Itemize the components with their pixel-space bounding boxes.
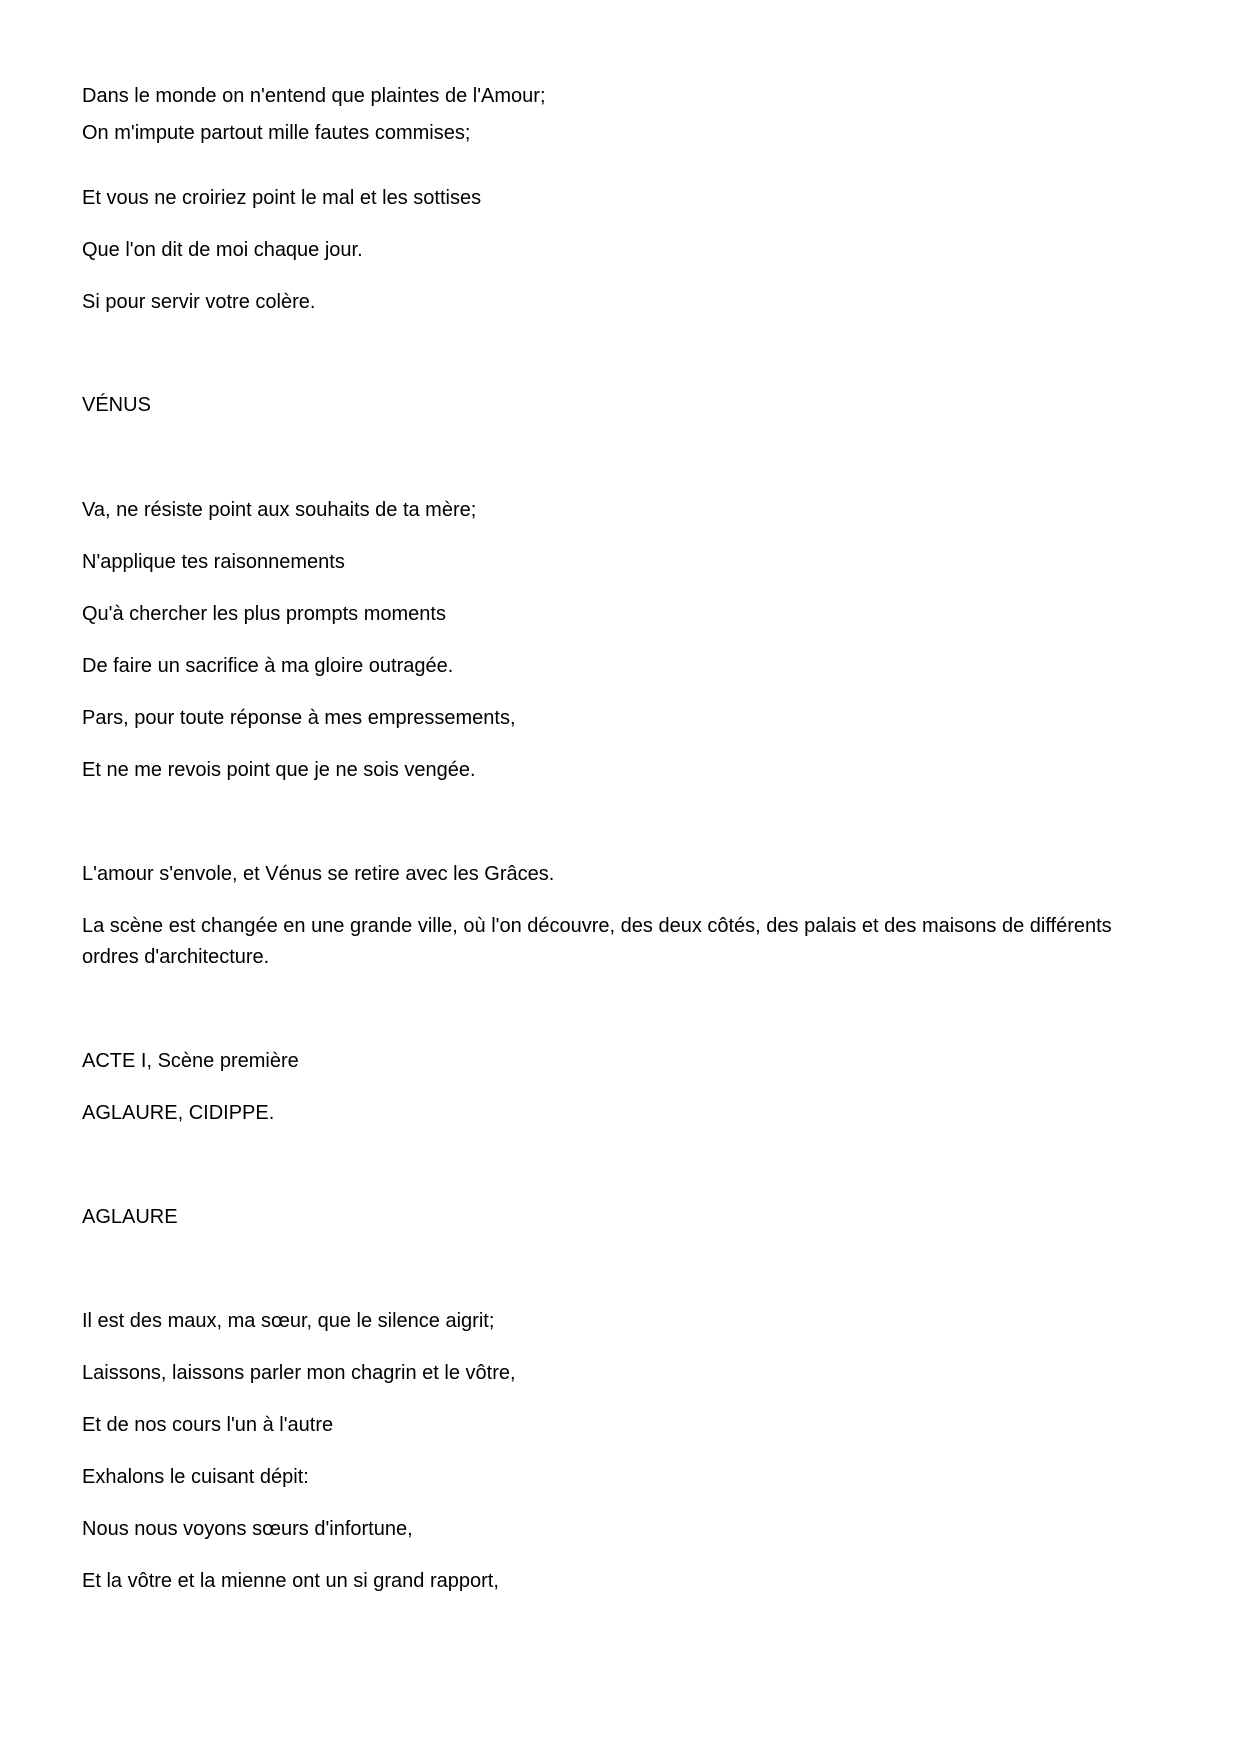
verse-line: Et la vôtre et la mienne ont un si grand rapport, <box>82 1570 499 1592</box>
verse-line: Va, ne résiste point aux souhaits de ta mère; <box>82 499 477 521</box>
verse-line: Qu'à chercher les plus prompts moments <box>82 603 446 625</box>
verse-line: Et vous ne croiriez point le mal et les sottises <box>82 187 482 209</box>
stage-direction: L'amour s'envole, et Vénus se retire avec les Grâces. <box>82 863 555 885</box>
speaker-name: VÉNUS <box>82 394 151 416</box>
verse-line: Et de nos cours l'un à l'autre <box>82 1414 334 1436</box>
verse-line: Si pour servir votre colère. <box>82 291 316 313</box>
verse-line: Et ne me revois point que je ne sois vengée. <box>82 759 476 781</box>
verse-line: Nous nous voyons sœurs d'infortune, <box>82 1518 413 1540</box>
verse-line: Laissons, laissons parler mon chagrin et le vôtre, <box>82 1362 516 1384</box>
character-list: AGLAURE, CIDIPPE. <box>82 1102 275 1124</box>
verse-line: Que l'on dit de moi chaque jour. <box>82 239 363 261</box>
stage-direction: La scène est changée en une grande ville, où l'on découvre, des deux côtés, des palais et des maisons de différents ordres d'architecture. <box>82 915 1112 968</box>
verse-line: De faire un sacrifice à ma gloire outragée. <box>82 655 454 677</box>
scene-heading: ACTE I, Scène première <box>82 1050 299 1072</box>
verse-line: Dans le monde on n'entend que plaintes de l'Amour; <box>82 85 546 107</box>
verse-line: N'applique tes raisonnements <box>82 551 345 573</box>
speaker-name: AGLAURE <box>82 1206 178 1228</box>
verse-line: Pars, pour toute réponse à mes empressements, <box>82 707 516 729</box>
verse-line: Exhalons le cuisant dépit: <box>82 1466 309 1488</box>
verse-line: On m'impute partout mille fautes commises; <box>82 122 471 144</box>
verse-line: Il est des maux, ma sœur, que le silence aigrit; <box>82 1310 495 1332</box>
